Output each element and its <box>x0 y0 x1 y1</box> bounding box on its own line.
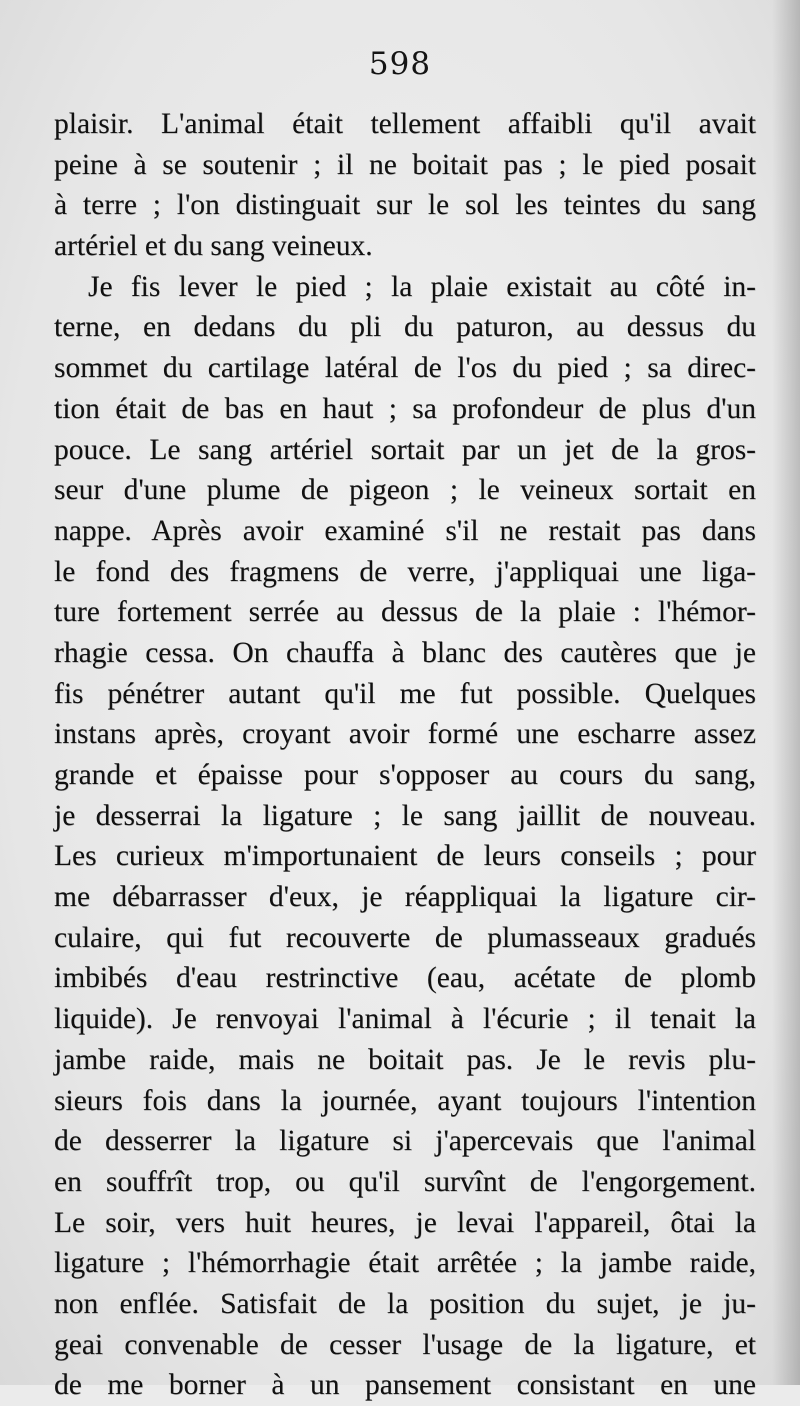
text-line: de desserrer la ligature si j'apercevais que l'animal <box>54 1125 756 1158</box>
text-line: non enflée. Satisfait de la position du sujet, je ju- <box>54 1287 756 1320</box>
text-line: pouce. Le sang artériel sortait par un jet de la gros- <box>54 433 756 466</box>
text-line: culaire, qui fut recouverte de plumasseaux gradués <box>54 921 756 954</box>
text-line: rhagie cessa. On chauffa à blanc des cautères que je <box>54 636 756 669</box>
text-line: peine à se soutenir ; il ne boitait pas ; le pied posait <box>54 148 756 181</box>
page-edge-shadow <box>772 0 800 1385</box>
text-line: ligature ; l'hémorrhagie était arrêtée ; la jambe raide, <box>54 1247 756 1280</box>
text-line: seur d'une plume de pigeon ; le veineux sortait en <box>54 474 756 507</box>
text-line: Les curieux m'importunaient de leurs conseils ; pour <box>54 840 756 873</box>
text-line: je desserrai la ligature ; le sang jaillit de nouveau. <box>54 799 756 832</box>
text-line: sommet du cartilage latéral de l'os du pied ; sa direc- <box>54 352 756 385</box>
page-number: 598 <box>368 46 432 82</box>
body-text <box>54 104 756 1406</box>
text-line: Je fis lever le pied ; la plaie existait au côté in- <box>88 270 756 303</box>
text-line: me débarrasser d'eux, je réappliquai la ligature cir- <box>54 881 756 914</box>
text-line: le fond des fragmens de verre, j'appliquai une liga- <box>54 555 756 588</box>
text-line: de me borner à un pansement consistant en une <box>54 1369 756 1402</box>
text-line: tion était de bas en haut ; sa profondeur de plus d'un <box>54 392 756 425</box>
text-line: jambe raide, mais ne boitait pas. Je le revis plu- <box>54 1043 756 1076</box>
text-line: fis pénétrer autant qu'il me fut possible. Quelques <box>54 677 756 710</box>
text-line: en souffrît trop, ou qu'il survînt de l'engorgement. <box>54 1165 756 1198</box>
text-line: grande et épaisse pour s'opposer au cours du sang, <box>54 759 756 791</box>
text-line: ture fortement serrée au dessus de la plaie : l'hémor- <box>54 596 756 629</box>
text-line: liquide). Je renvoyai l'animal à l'écurie ; il tenait la <box>54 1003 756 1036</box>
text-line: imbibés d'eau restrinctive (eau, acétate de plomb <box>54 962 756 995</box>
text-line: geai convenable de cesser l'usage de la ligature, et <box>54 1328 756 1361</box>
text-line: à terre ; l'on distinguait sur le sol les teintes du sang <box>54 189 756 222</box>
text-line: Le soir, vers huit heures, je levai l'appareil, ôtai la <box>54 1206 756 1239</box>
text-line: artériel et du sang veineux. <box>54 230 373 263</box>
text-line: sieurs fois dans la journée, ayant toujours l'intention <box>54 1084 756 1117</box>
text-line: instans après, croyant avoir formé une escharre assez <box>54 718 756 751</box>
text-line: nappe. Après avoir examiné s'il ne restait pas dans <box>54 514 756 547</box>
text-line: plaisir. L'animal était tellement affaibli qu'il avait <box>54 108 756 140</box>
text-line: terne, en dedans du pli du paturon, au dessus du <box>54 311 756 344</box>
